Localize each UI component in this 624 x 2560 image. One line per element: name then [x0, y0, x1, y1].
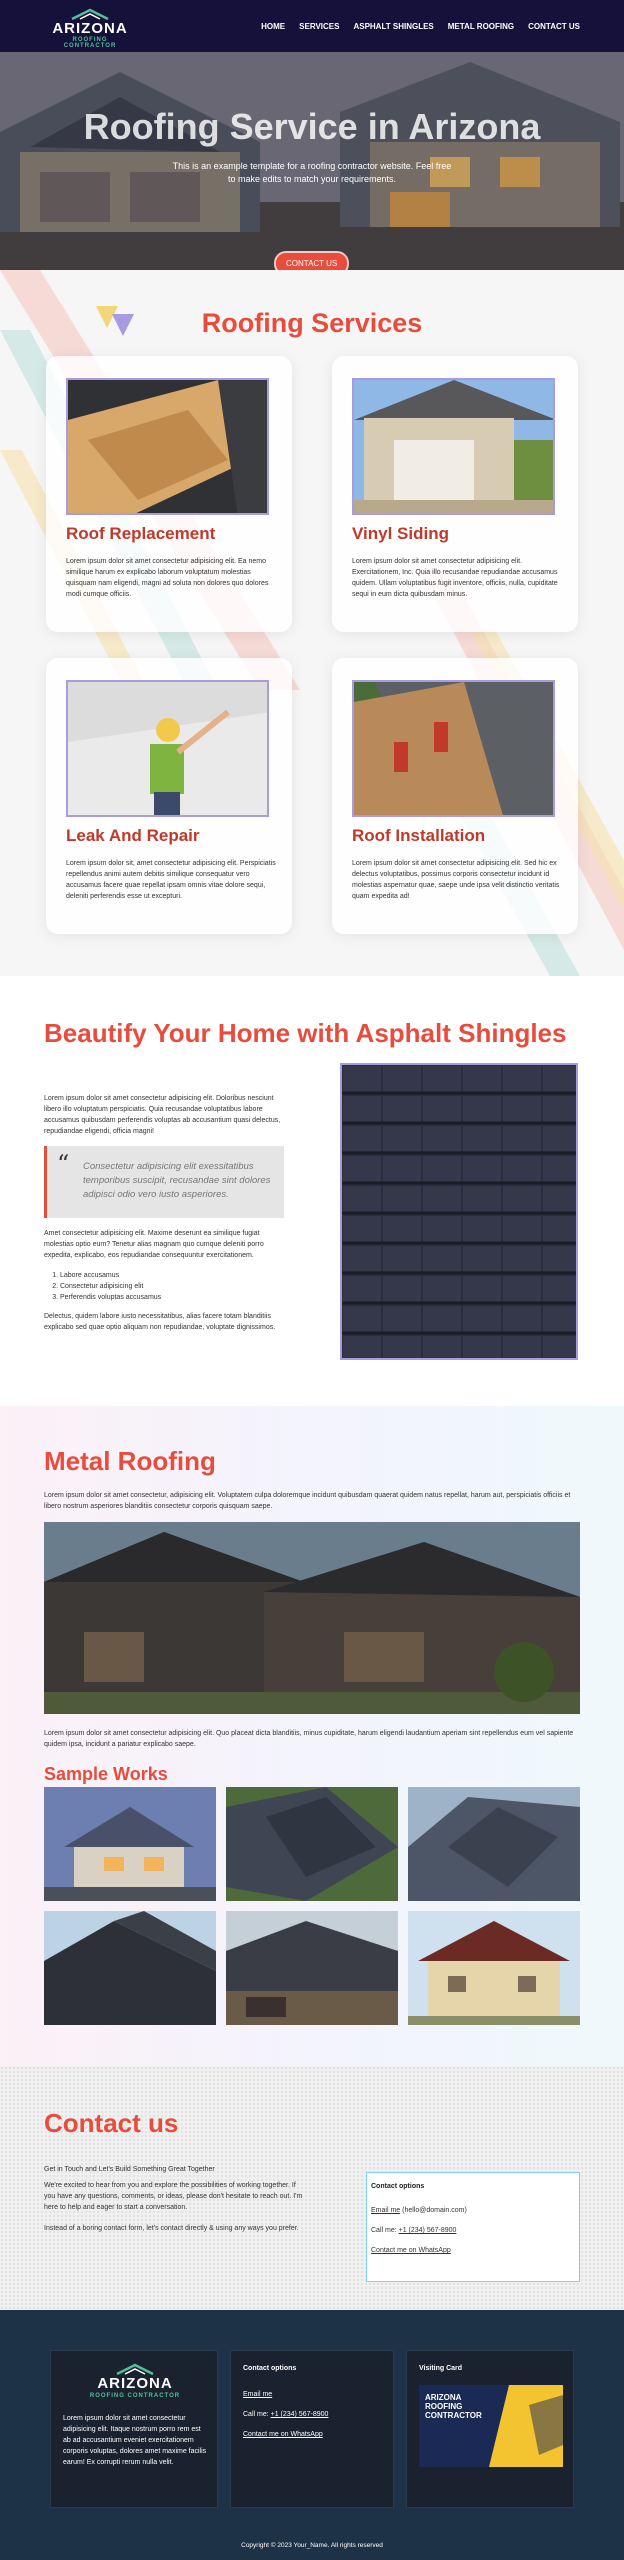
services-title: Roofing Services: [201, 308, 423, 338]
logo-text: ARIZONA: [52, 20, 128, 37]
logo-subtitle: ROOFING CONTRACTOR: [63, 37, 117, 49]
roof-replacement-image: [66, 378, 269, 515]
footer-roof-logo-icon: [115, 2363, 155, 2375]
footer-email-link[interactable]: Email me: [243, 2391, 273, 2398]
asphalt-paragraph-2: Amet consectetur adipisicing elit. Maxime deserunt ea similique fugiat molestias optio eum? Tenetur alias magnam quo cumque deleniti porro expedita, explicabo, eos repudiandae consequuntur exercitationem.: [44, 1230, 264, 1259]
service-card-roof-installation[interactable]: [332, 658, 578, 934]
whatsapp-link[interactable]: Contact me on WhatsApp: [371, 2247, 451, 2254]
footer-phone-link[interactable]: +1 (234) 567-8900: [270, 2411, 329, 2418]
contact-paragraph-1: Get in Touch and Let's Build Something Great Together: [44, 2166, 215, 2173]
hero-section: [0, 52, 624, 270]
sample-work-image-5[interactable]: [226, 1911, 398, 2025]
metal-title: Metal Roofing: [44, 1446, 216, 1476]
copyright-text: Copyright © 2023 Your_Name. All rights reserved: [241, 2542, 383, 2549]
footer: [0, 2310, 624, 2560]
contact-paragraph-3: Instead of a boring contact form, let's contact directly & using any ways you prefer.: [44, 2225, 299, 2232]
footer-contact-title: Contact options: [243, 2365, 297, 2372]
list-item: 2. Consectetur adipisicing elit: [60, 1281, 280, 1292]
service-card-vinyl-siding[interactable]: [332, 356, 578, 632]
card-title: Vinyl Siding: [352, 524, 449, 543]
sample-works-title: Sample Works: [44, 1764, 168, 1784]
nav-home-link[interactable]: HOME: [261, 22, 286, 31]
phone-link[interactable]: +1 (234) 567-8900: [398, 2227, 457, 2234]
nav-asphalt-link[interactable]: ASPHALT SHINGLES: [353, 22, 434, 31]
card-text: Lorem ipsum dolor sit amet consectetur adipisicing elit. Sed hic ex delectus voluptatibus, possimus corporis consectetur incidunt id molestias aspernatur quae, saepe unde ipsa velit distinctio veritatis quam expedita ad!: [352, 860, 560, 900]
email-value: (hello@domain.com): [402, 2207, 467, 2214]
site-logo[interactable]: [48, 8, 132, 49]
roof-installation-image: [352, 680, 555, 817]
metal-paragraph-2: Lorem ipsum dolor sit amet consectetur adipisicing elit. Quo placeat dicta blanditiis, minus cupiditate, harum eligendi laudantium aperiam sint repellendus eum vel sapiente quidem ipsa, incidunt a pariatur explicabo saepe.: [44, 1730, 574, 1748]
footer-about-column: [50, 2350, 218, 2508]
call-line: [371, 2227, 456, 2234]
metal-roof-house-image: [44, 1522, 580, 1714]
card-title: Roof Replacement: [66, 524, 216, 543]
visiting-card-image: [419, 2385, 563, 2467]
contact-options-title: Contact options: [371, 2183, 425, 2190]
sample-work-image-6[interactable]: [408, 1911, 580, 2025]
contact-options-box: [366, 2172, 580, 2282]
card-line-3: CONTRACTOR: [425, 2411, 482, 2420]
service-card-roof-replacement[interactable]: [46, 356, 292, 632]
asphalt-shingles-image: [340, 1063, 578, 1360]
nav-services-link[interactable]: SERVICES: [299, 22, 340, 31]
card-line-2: ROOFING: [425, 2402, 463, 2411]
footer-call-line: [243, 2411, 328, 2418]
metal-paragraph-1: Lorem ipsum dolor sit amet consectetur, adipisicing elit. Voluptatem culpa doloremque incidunt quibusdam quaerat quidem natus repellat, harum aut, perspiciatis officiis et libero nostrum asperiores blanditiis consectetur corporis quisquam saepe.: [44, 1492, 571, 1510]
metal-roofing-section: [0, 1406, 624, 2066]
main-menu: [261, 22, 580, 31]
asphalt-list: [60, 1270, 280, 1303]
sample-work-image-4[interactable]: [44, 1911, 216, 2025]
email-line: [371, 2207, 467, 2214]
asphalt-quote: [44, 1146, 284, 1218]
service-card-leak-repair[interactable]: [46, 658, 292, 934]
sample-work-image-1[interactable]: [44, 1787, 216, 1901]
top-navbar: [0, 0, 624, 52]
list-item: 3. Perferendis voluptas accusamus: [60, 1292, 280, 1303]
hero-subtitle-line-1: This is an example template for a roofing contractor website. Feel free: [172, 161, 452, 171]
card-text: Lorem ipsum dolor sit, amet consectetur adipisicing elit. Perspiciatis repellendus animi autem debitis similique consequatur vero accusamus facere quae repellat ipsam omnis vitae dolore sequi, deleniti perferendis esse ut excepturi.: [66, 860, 276, 900]
contact-paragraph-2: We're excited to hear from you and explore the possibilities of working together. If you have any questions, comments, or ideas, please don't hesitate to reach out. I'm here to help and eager to start a conversation.: [44, 2182, 303, 2211]
quote-icon: “: [57, 1150, 70, 1178]
vinyl-siding-image: [352, 378, 555, 515]
footer-logo-subtitle: ROOFING CONTRACTOR: [89, 2393, 181, 2399]
nav-metal-link[interactable]: METAL ROOFING: [447, 22, 515, 31]
footer-visiting-card-column: [406, 2350, 574, 2508]
leak-repair-image: [66, 680, 269, 817]
sample-work-image-2[interactable]: [226, 1787, 398, 1901]
card-text: Lorem ipsum dolor sit amet consectetur adipisicing elit. Exercitationem, Inc. Quia illo recusandae repudiandae accusamus quidem. Ullam voluptatibus fugit inventore, officiis, nulla, cupiditate sequi in eum dicta quibusdam minus.: [352, 558, 558, 598]
asphalt-paragraph-3: Delectus, quidem labore iusto necessitatibus, alias facere totam blanditiis explicabo sed quae optio aliquam non repudiandae, voluptate dignissimos.: [44, 1313, 276, 1331]
hero-subtitle: [0, 160, 624, 186]
services-section: [0, 270, 624, 976]
card-title: Roof Installation: [352, 826, 486, 845]
card-title: Leak And Repair: [66, 826, 200, 845]
card-text: Lorem ipsum dolor sit amet consectetur adipisicing elit. Ea nemo similique harum ex explicabo laborum voluptatum molestias quisquam nam eligendi, magni ad soluta non dolores quo dolores modi cumque officiis.: [66, 558, 269, 598]
card-line-1: ARIZONA: [425, 2393, 462, 2402]
hero-contact-button[interactable]: CONTACT US: [274, 251, 349, 270]
quote-text: Consectetur adipisicing elit exessitatibus temporibus suscipit, recusandae sint dolores adipisci odio vero iusto asperiores.: [83, 1161, 271, 1200]
nav-contact-link[interactable]: CONTACT US: [528, 22, 580, 31]
email-link[interactable]: Email me: [371, 2207, 401, 2214]
footer-contact-column: [230, 2350, 394, 2508]
footer-call-label: Call me:: [243, 2411, 271, 2418]
roof-logo-icon: [70, 8, 110, 20]
asphalt-section: [0, 976, 624, 1406]
asphalt-title: Beautify Your Home with Asphalt Shingles: [44, 1018, 567, 1048]
hero-title: Roofing Service in Arizona: [83, 106, 541, 147]
visiting-card-title: Visiting Card: [419, 2365, 463, 2372]
sample-work-image-3[interactable]: [408, 1787, 580, 1901]
list-item: 1. Labore accusamus: [60, 1270, 280, 1281]
asphalt-paragraph-1: Lorem ipsum dolor sit amet consectetur adipisicing elit. Doloribus nesciunt libero illo voluptatum perspiciatis. Quia recusandae voluptatibus labore accusamus quibusdam perferendis voluptas ab accusantium quasi delectus, repudiandae eligendi, officia magni!: [44, 1095, 281, 1135]
call-label: Call me:: [371, 2227, 399, 2234]
footer-about-text: Lorem ipsum dolor sit amet consectetur adipisicing elit. Itaque nostrum porro rem est ab ad accusantium eveniet exercitationem corporis voluptas, dolores amet maxime facilis earum! Ex corrupti rerum nulla velit.: [63, 2415, 207, 2466]
hero-subtitle-line-2: to make edits to match your requirements.: [227, 174, 397, 184]
footer-logo-text: ARIZONA: [97, 2375, 173, 2392]
contact-section: [0, 2066, 624, 2310]
footer-whatsapp-link[interactable]: Contact me on WhatsApp: [243, 2431, 323, 2438]
contact-title: Contact us: [44, 2108, 179, 2138]
